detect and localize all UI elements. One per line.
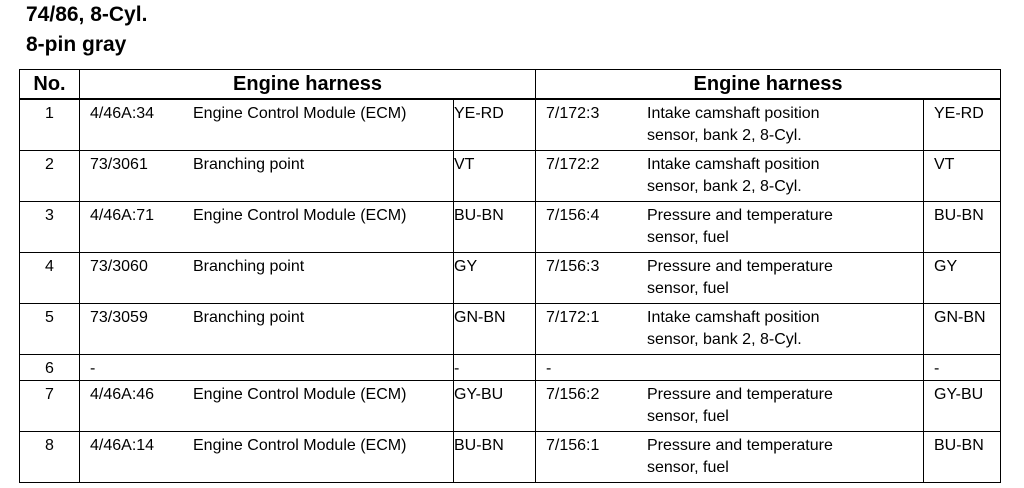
right-component [647,358,853,380]
pin-number: 1 [20,99,80,151]
table-row [20,432,1001,483]
pin-number: 3 [20,202,80,253]
left-component: Branching point [193,156,305,173]
left-pin-reference: 4/46A:34 [90,105,155,122]
left-component: Engine Control Module (ECM) [193,105,407,122]
left-pin-reference: 4/46A:71 [90,207,155,224]
right-component: Pressure and temperature sensor, fuel [647,207,833,246]
left-component: Engine Control Module (ECM) [193,207,407,224]
table-row [20,151,1001,202]
left-component: Engine Control Module (ECM) [193,437,407,454]
left-component: Branching point [193,258,305,275]
left-wire-color: GY [454,253,536,304]
left-component: Engine Control Module (ECM) [193,386,407,403]
left-connection [80,381,454,432]
right-pin-reference: 7/172:1 [546,309,600,326]
table-row [20,381,1001,432]
pin-number: 8 [20,432,80,483]
right-wire-color: YE-RD [924,99,1001,151]
right-component: Pressure and temperature sensor, fuel [647,386,833,425]
left-wire-color: YE-RD [454,99,536,151]
header-no: No. [20,70,80,100]
right-component: Pressure and temperature sensor, fuel [647,258,833,297]
right-wire-color: VT [924,151,1001,202]
table-row [20,99,1001,151]
pin-number: 5 [20,304,80,355]
right-pin-reference: 7/156:1 [546,437,600,454]
left-wire-color: BU-BN [454,202,536,253]
right-wire-color: - [924,355,1001,381]
right-component: Intake camshaft position sensor, bank 2, 8-Cyl. [647,105,820,144]
right-pin-reference: 7/156:2 [546,386,600,403]
right-wire-color: BU-BN [924,202,1001,253]
left-connection [80,432,454,483]
pin-number: 2 [20,151,80,202]
table-row [20,355,1001,381]
right-connection [536,432,924,483]
right-pin-reference: 7/172:2 [546,156,600,173]
left-wire-color: - [454,355,536,381]
pin-number: 6 [20,355,80,381]
right-connection [536,99,924,151]
header-right-harness: Engine harness [536,70,1001,100]
table-row [20,304,1001,355]
pin-number: 7 [20,381,80,432]
left-wire-color: GY-BU [454,381,536,432]
left-wire-color: GN-BN [454,304,536,355]
left-connection [80,304,454,355]
left-connection [80,355,454,381]
right-connection [536,253,924,304]
right-wire-color: GY [924,253,1001,304]
table-body [20,99,1001,483]
left-connection [80,151,454,202]
right-connection [536,151,924,202]
right-connection [536,355,924,381]
right-pin-reference: 7/172:3 [546,105,600,122]
left-connection [80,202,454,253]
left-connection [80,99,454,151]
right-component: Intake camshaft position sensor, bank 2, 8-Cyl. [647,309,820,348]
right-connection [536,381,924,432]
pin-assignment-table [19,69,1001,483]
right-pin-reference: - [546,360,552,377]
right-component: Pressure and temperature sensor, fuel [647,437,833,476]
right-wire-color: GN-BN [924,304,1001,355]
page-title: 74/86, 8-Cyl. [26,3,148,26]
right-pin-reference: 7/156:3 [546,258,600,275]
left-component: Branching point [193,309,305,326]
left-connection [80,253,454,304]
header-left-harness: Engine harness [80,70,536,100]
right-connection [536,202,924,253]
left-pin-reference: - [90,360,96,377]
table-row [20,253,1001,304]
right-pin-reference: 7/156:4 [546,207,600,224]
left-pin-reference: 73/3061 [90,156,148,173]
right-connection [536,304,924,355]
pin-number: 4 [20,253,80,304]
left-component [193,358,453,380]
table-row [20,202,1001,253]
left-wire-color: BU-BN [454,432,536,483]
right-wire-color: GY-BU [924,381,1001,432]
left-wire-color: VT [454,151,536,202]
left-pin-reference: 73/3060 [90,258,148,275]
left-pin-reference: 4/46A:46 [90,386,155,403]
table-header-row [20,70,1001,100]
right-component: Intake camshaft position sensor, bank 2, 8-Cyl. [647,156,820,195]
left-pin-reference: 4/46A:14 [90,437,155,454]
left-pin-reference: 73/3059 [90,309,148,326]
right-wire-color: BU-BN [924,432,1001,483]
connector-subtitle: 8-pin gray [26,33,127,56]
